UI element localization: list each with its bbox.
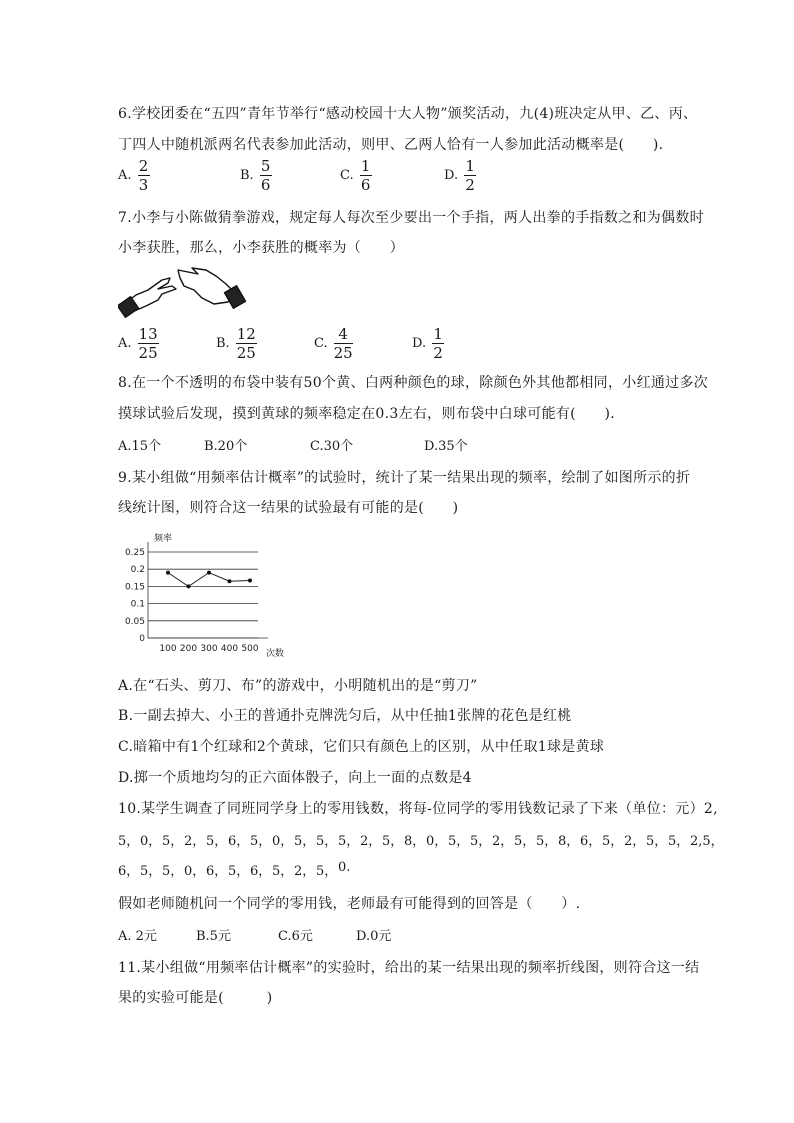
data-value: 6，	[580, 834, 602, 849]
q10-option-c: C.6元	[278, 929, 313, 944]
q7-option-a: A. $\frac{13}{25}$	[118, 325, 158, 362]
q8-stem-line2: 摸球试验后发现，摸到黄球的频率稳定在0.3左右，则布袋中白球可能有( ).	[118, 406, 616, 422]
q8-option-d: D.35个	[424, 439, 468, 454]
q7-option-c: C. $\frac{4}{25}$	[314, 325, 353, 362]
q9-stem-line1: 9.某小组做“用频率估计概率”的试验时，统计了某一结果出现的频率，绘制了如图所示的折	[118, 470, 691, 486]
q6-option-c: C. $\frac{1}{6}$	[340, 157, 371, 194]
data-value: 5，	[536, 834, 558, 849]
data-value: 5，	[316, 834, 338, 849]
fraction: $\frac{13}{25}$	[138, 325, 158, 362]
data-value: 2，	[294, 864, 316, 879]
fraction: $\frac{4}{25}$	[333, 325, 353, 362]
data-value: 2，	[624, 834, 646, 849]
fraction: $\frac{2}{3}$	[138, 157, 149, 194]
fraction: $\frac{12}{25}$	[236, 325, 256, 362]
q10-stem-line1: 10.某学生调查了同班同学身上的零用钱数，将每-位同学的零用钱数记录了下来（单位：元）2,	[118, 801, 718, 817]
q7-stem-line1: 7.小李与小陈做猜拳游戏，规定每人每次至少要出一个手指，两人出拳的手指数之和为偶数时	[118, 210, 704, 226]
x-tick-label: 300	[200, 644, 218, 654]
x-tick-label: 200	[179, 644, 198, 654]
q10-option-b: B.5元	[196, 929, 231, 944]
q9-option-a: A.在“石头、剪刀、布”的游戏中，小明随机出的是“剪刀”	[118, 678, 478, 694]
q10-option-a: A. 2元	[118, 929, 157, 944]
q7-option-d: D. $\frac{1}{2}$	[412, 325, 443, 362]
x-tick-label: 400	[220, 644, 239, 654]
q8-option-a: A.15个	[118, 439, 162, 454]
data-value: 5，	[448, 834, 470, 849]
data-value: 2，	[360, 834, 382, 849]
data-value: 6，	[206, 864, 228, 879]
data-value: 0，	[140, 834, 162, 849]
q9-option-b: B.一副去掉大、小王的普通扑克牌洗匀后，从中任抽1张牌的花色是红桃	[118, 708, 572, 724]
q8-stem-line1: 8.在一个不透明的布袋中装有50个黄、白两种颜色的球，除颜色外其他都相同，小红通过多次	[118, 375, 709, 391]
q6-option-b: B. $\frac{5}{6}$	[240, 157, 271, 194]
y-tick-label: 0	[139, 634, 145, 644]
q8-option-c: C.30个	[310, 439, 354, 454]
q6-stem-line1: 6.学校团委在“五四”青年节举行“感动校园十大人物”颁奖活动，九(4)班决定从甲、乙、丙、	[118, 106, 698, 122]
data-value: 5，	[668, 834, 690, 849]
data-value: 6，	[250, 864, 272, 879]
data-point	[248, 579, 252, 583]
data-value: 5，	[316, 864, 338, 879]
data-value: 5，	[646, 834, 668, 849]
data-value: 5，	[140, 864, 162, 879]
x-tick-label: 500	[241, 644, 259, 654]
data-value: 2，	[184, 834, 206, 849]
y-tick-label: 0.25	[124, 548, 145, 558]
data-value: 0，	[426, 834, 448, 849]
q8-option-b: B.20个	[204, 439, 248, 454]
q9-option-c: C.暗箱中有1个红球和2个黄球，它们只有颜色上的区别，从中任取1球是黄球	[118, 739, 605, 755]
right-hand-icon	[178, 268, 246, 308]
q11-stem-line1: 11.某小组做“用频率估计概率”的实验时，给出的某一结果出现的频率折线图，则符合这一结	[118, 960, 700, 976]
x-axis-label: 次数	[266, 649, 285, 659]
q11-stem-line2: 果的实验可能是( )	[118, 990, 273, 1006]
q9-option-d: D.掷一个质地均匀的正六面体骰子，向上一面的点数是4	[118, 770, 472, 786]
data-point	[207, 571, 211, 575]
y-tick-label: 0.1	[130, 599, 145, 610]
data-value: 2，	[492, 834, 514, 849]
data-value: 5，	[272, 864, 294, 879]
data-point	[187, 584, 191, 588]
data-value: 8，	[404, 834, 426, 849]
data-value: 5，	[602, 834, 624, 849]
q6-stem-line2: 丁四人中随机派两名代表参加此活动，则甲、乙两人恰有一人参加此活动概率是( ).	[118, 137, 664, 153]
q6-option-a: A. $\frac{2}{3}$	[118, 157, 149, 194]
fraction: $\frac{5}{6}$	[260, 157, 271, 194]
data-value: 8，	[558, 834, 580, 849]
data-point	[228, 579, 232, 583]
q6-option-d: D. $\frac{1}{2}$	[444, 157, 475, 194]
data-value: 5，	[514, 834, 536, 849]
data-value: 5，	[162, 864, 184, 879]
data-value: 5，	[250, 834, 272, 849]
data-value: 6，	[118, 864, 140, 879]
q10-question: 假如老师随机问一个同学的零用钱，老师最有可能得到的回答是（ ）.	[118, 896, 581, 912]
y-tick-label: 0.15	[124, 582, 145, 593]
q7-option-b: B. $\frac{12}{25}$	[216, 325, 256, 362]
left-hand-icon	[118, 278, 176, 317]
data-value: 0，	[272, 834, 294, 849]
data-value: 5，	[470, 834, 492, 849]
frequency-line-chart	[118, 528, 298, 663]
data-value: 5，	[162, 834, 184, 849]
hands-illustration	[118, 262, 250, 318]
y-axis-label: 频率	[154, 534, 173, 544]
data-value: 0，	[184, 864, 206, 879]
y-tick-label: 0.05	[124, 616, 145, 627]
data-value: 2,5，	[690, 834, 724, 849]
data-value: 5，	[294, 834, 316, 849]
data-value: 6，	[228, 834, 250, 849]
q9-stem-line2: 线统计图，则符合这一结果的试验最有可能的是( )	[118, 500, 459, 516]
data-value: 5，	[228, 864, 250, 879]
data-value: 5，	[338, 834, 360, 849]
fraction: $\frac{1}{2}$	[433, 325, 443, 362]
data-point	[166, 571, 170, 575]
data-value: 5，	[382, 834, 404, 849]
fraction: $\frac{1}{2}$	[465, 157, 475, 194]
y-tick-label: 0.2	[130, 565, 145, 576]
fraction: $\frac{1}{6}$	[360, 157, 371, 194]
series-line	[168, 573, 250, 587]
x-tick-label: 100	[159, 644, 177, 654]
data-value: 0.	[338, 860, 351, 875]
q10-option-d: D.0元	[356, 929, 392, 944]
q7-stem-line2: 小李获胜，那么，小李获胜的概率为（ ）	[118, 240, 404, 256]
data-value: 5，	[118, 834, 140, 849]
data-value: 5，	[206, 834, 228, 849]
